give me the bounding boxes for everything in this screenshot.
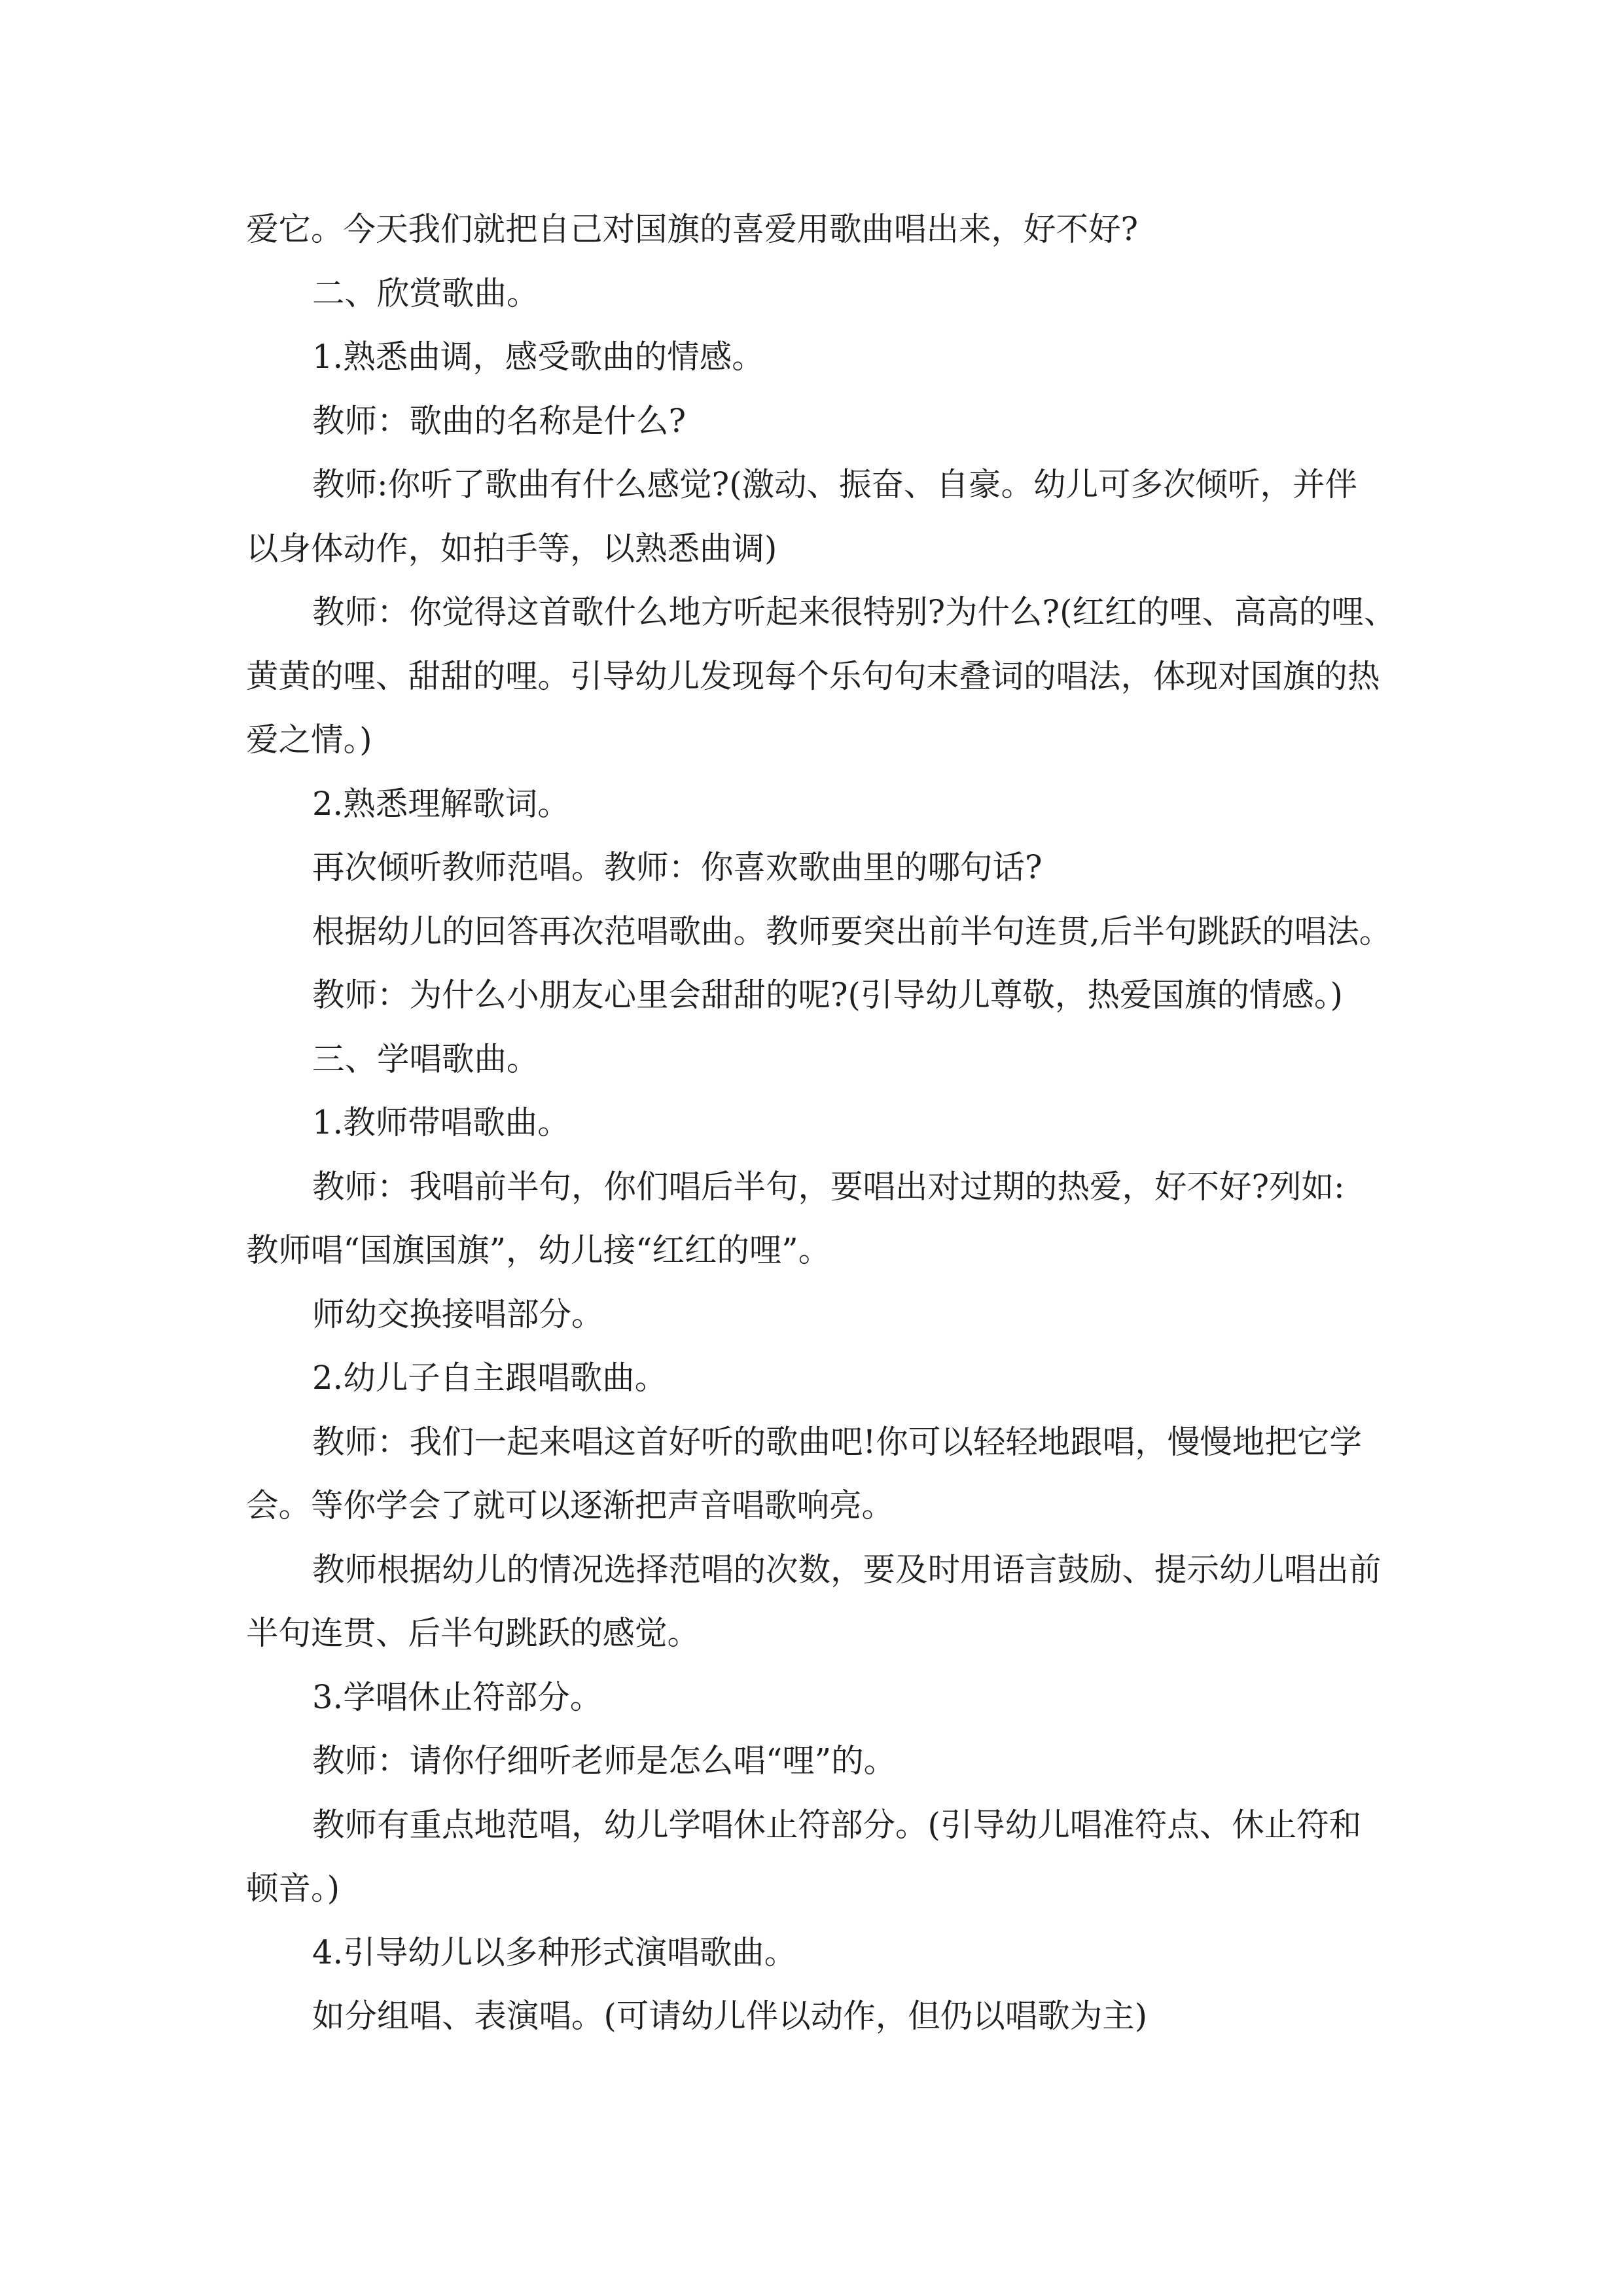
paragraph bbox=[246, 1155, 1489, 1283]
text-line: 3.学唱休止符部分。 bbox=[312, 1677, 603, 1716]
paragraph bbox=[246, 1793, 1489, 1921]
step-heading bbox=[246, 325, 1489, 389]
text-line: 1.熟悉曲调，感受歌曲的情感。 bbox=[312, 338, 764, 376]
text-line: 4.引导幼儿以多种形式演唱歌曲。 bbox=[312, 1933, 797, 1971]
text-line: 三、学唱歌曲。 bbox=[312, 1039, 539, 1078]
text-line: 爱之情。) bbox=[246, 721, 372, 759]
text-line: 教师有重点地范唱，幼儿学唱休止符部分。(引导幼儿唱准符点、休止符和 bbox=[312, 1805, 1362, 1844]
paragraph bbox=[246, 1283, 1489, 1347]
section-heading-learn-song bbox=[246, 1028, 1489, 1092]
paragraph bbox=[246, 1538, 1489, 1666]
text-line: 半句连贯、后半句跳跃的感觉。 bbox=[246, 1614, 700, 1652]
text-line: 教师：歌曲的名称是什么? bbox=[312, 401, 687, 440]
text-line: 教师根据幼儿的情况选择范唱的次数，要及时用语言鼓励、提示幼儿唱出前 bbox=[312, 1550, 1382, 1588]
text-line: 教师：我唱前半句，你们唱后半句，要唱出对过期的热爱，好不好?列如: bbox=[312, 1167, 1345, 1206]
paragraph bbox=[246, 963, 1489, 1028]
text-line: 2.熟悉理解歌词。 bbox=[312, 784, 570, 823]
text-line: 教师唱“国旗国旗”，幼儿接“红红的哩”。 bbox=[246, 1231, 831, 1269]
step-heading bbox=[246, 1346, 1489, 1410]
text-line: 爱它。今天我们就把自己对国旗的喜爱用歌曲唱出来，好不好? bbox=[246, 210, 1139, 248]
text-line: 教师：你觉得这首歌什么地方听起来很特别?为什么?(红红的哩、高高的哩、 bbox=[312, 593, 1397, 631]
text-line: 再次倾听教师范唱。教师：你喜欢歌曲里的哪句话? bbox=[312, 848, 1043, 886]
text-line: 教师：请你仔细听老师是怎么唱“哩”的。 bbox=[312, 1742, 897, 1780]
section-heading-appreciate-song bbox=[246, 262, 1489, 326]
step-heading bbox=[246, 1921, 1489, 1985]
text-line: 1.教师带唱歌曲。 bbox=[312, 1103, 570, 1141]
step-heading bbox=[246, 1666, 1489, 1730]
step-heading bbox=[246, 772, 1489, 836]
text-line: 教师:你听了歌曲有什么感觉?(激动、振奋、自豪。幼儿可多次倾听，并伴 bbox=[312, 465, 1358, 503]
paragraph bbox=[246, 389, 1489, 454]
paragraph bbox=[246, 1410, 1489, 1538]
step-heading bbox=[246, 1091, 1489, 1155]
paragraph bbox=[246, 900, 1489, 964]
paragraph bbox=[246, 453, 1489, 581]
text-line: 黄黄的哩、甜甜的哩。引导幼儿发现每个乐句句末叠词的唱法，体现对国旗的热 bbox=[246, 656, 1380, 695]
paragraph bbox=[246, 1984, 1489, 2049]
paragraph bbox=[246, 1729, 1489, 1793]
paragraph bbox=[246, 581, 1489, 772]
text-line: 师幼交换接唱部分。 bbox=[312, 1295, 604, 1333]
text-line: 教师：我们一起来唱这首好听的歌曲吧!你可以轻轻地跟唱，慢慢地把它学 bbox=[312, 1422, 1362, 1461]
paragraph bbox=[246, 836, 1489, 900]
text-line: 以身体动作，如拍手等，以熟悉曲调) bbox=[246, 529, 777, 567]
text-line: 根据幼儿的回答再次范唱歌曲。教师要突出前半句连贯,后半句跳跃的唱法。 bbox=[312, 912, 1392, 950]
text-line: 会。等你学会了就可以逐渐把声音唱歌响亮。 bbox=[246, 1486, 894, 1524]
paragraph-continued bbox=[246, 198, 1489, 262]
document-body bbox=[246, 198, 1489, 2049]
text-line: 顿音。) bbox=[246, 1869, 340, 1907]
text-line: 二、欣赏歌曲。 bbox=[312, 274, 539, 312]
text-line: 2.幼儿子自主跟唱歌曲。 bbox=[312, 1359, 668, 1397]
text-line: 如分组唱、表演唱。(可请幼儿伴以动作，但仍以唱歌为主) bbox=[312, 1997, 1148, 2035]
text-line: 教师：为什么小朋友心里会甜甜的呢?(引导幼儿尊敬，热爱国旗的情感。) bbox=[312, 976, 1343, 1014]
